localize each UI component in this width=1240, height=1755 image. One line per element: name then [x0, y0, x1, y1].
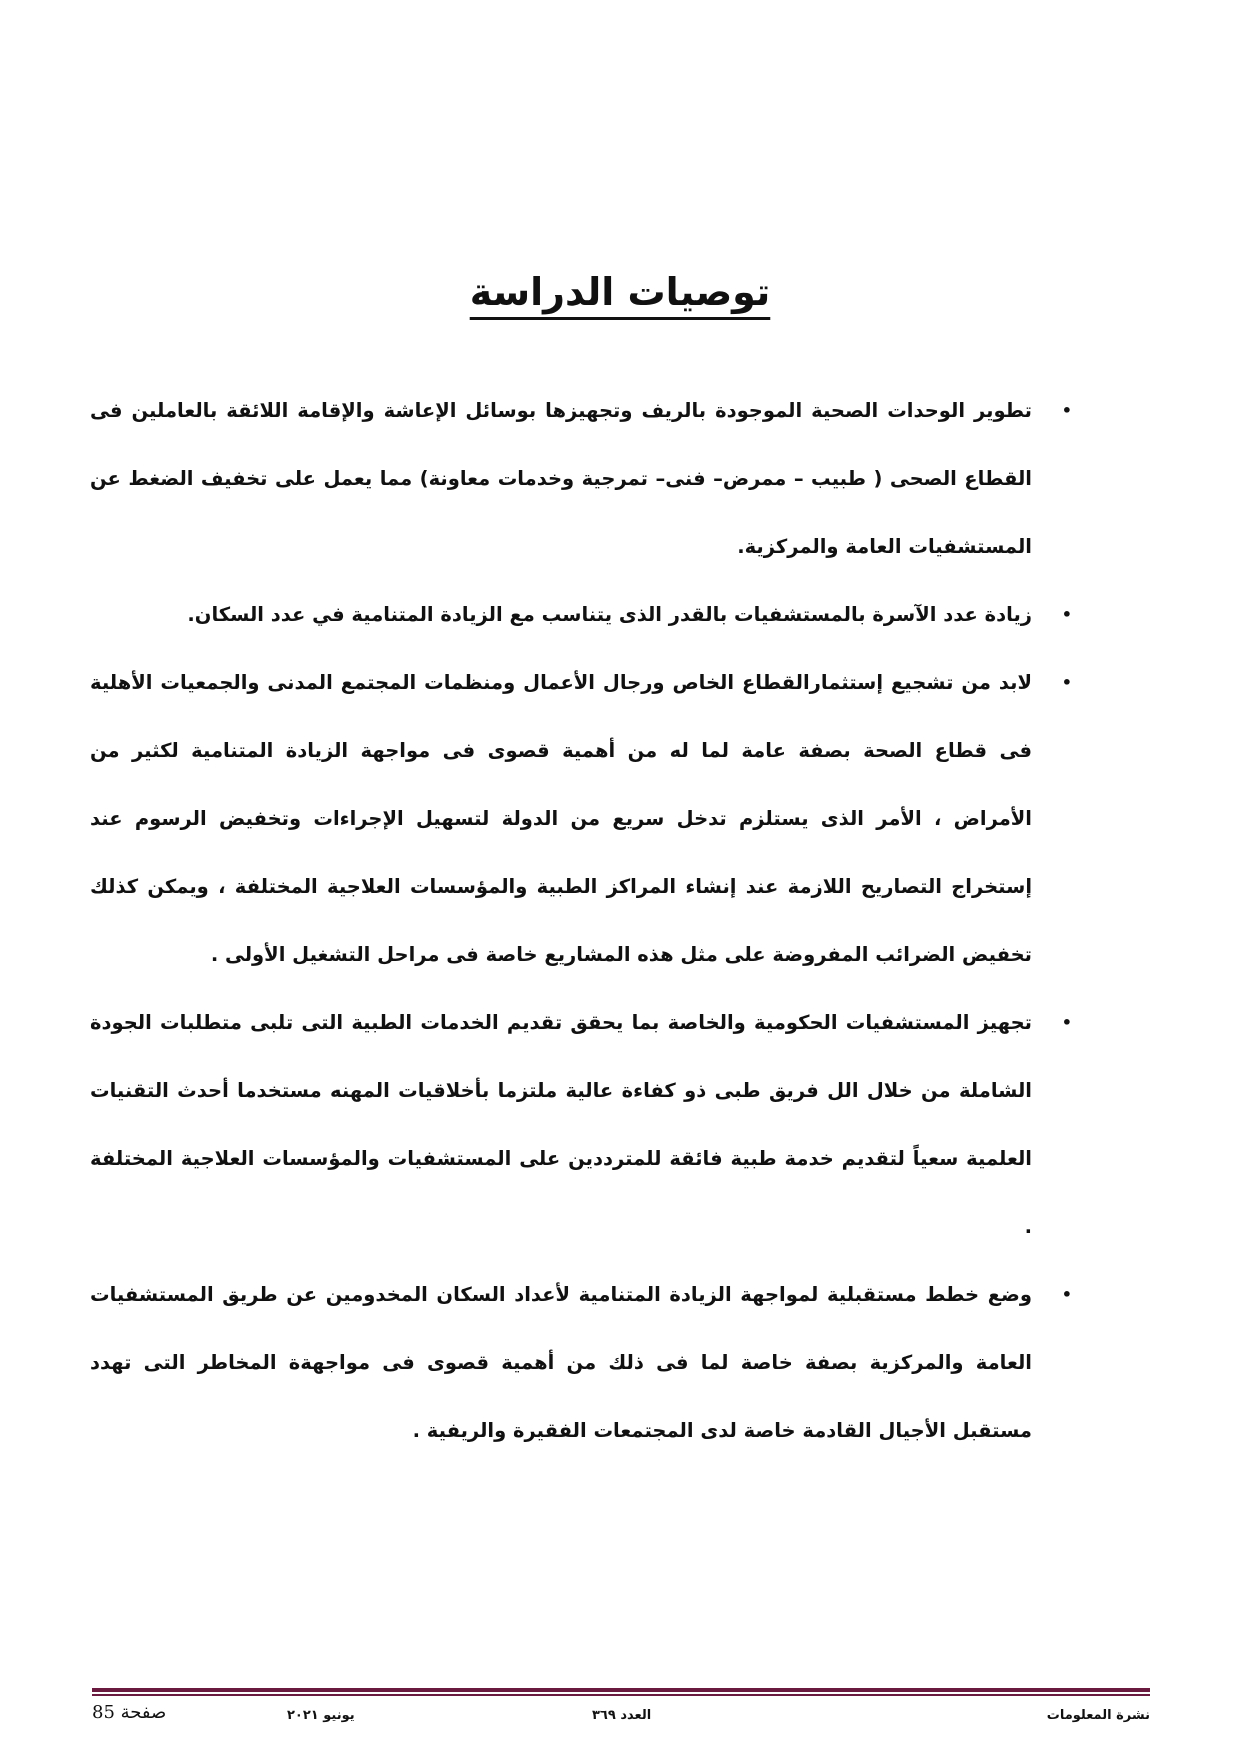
recommendation-item: [90, 1261, 1090, 1465]
recommendation-text: لابد من تشجيع إستثمارالقطاع الخاص ورجال الأعمال ومنظمات المجتمع المدنى والجمعيات الأهلية فى قطاع الصحة بصفة عامة لما له من أهمية قصوى فى مواجهة الزيادة المتنامية لكثير من الأمراض ، الأمر الذى يستلزم تدخل سريع من الدولة لتسهيل الإجراءات وتخفيض الرسوم عند إستخراج التصاريح اللازمة عند إنشاء المراكز الطبية والمؤسسات العلاجية المختلفة ، ويمكن كذلك تخفيض الضرائب المفروضة على مثل هذه المشاريع خاصة فى مراحل التشغيل الأولى .: [90, 671, 1032, 966]
footer-issue: العدد ٣٦٩: [592, 1708, 652, 1723]
bullet-icon: •: [1061, 1285, 1072, 1304]
page-title: [0, 270, 1240, 314]
recommendation-text: تجهيز المستشفيات الحكومية والخاصة بما يحقق تقديم الخدمات الطبية التى تلبى متطلبات الجودة الشاملة من خلال الل فريق طبى ذو كفاءة عالية ملتزما بأخلاقيات المهنه مستخدما أحدث التقنيات العلمية سعياً لتقديم خدمة طبية فائقة للمترددين على المستشفيات والمؤسسات العلاجية المختلفة .: [90, 1011, 1032, 1238]
bullet-icon: •: [1061, 1013, 1072, 1032]
recommendations-list: [90, 377, 1090, 1465]
bullet-icon: •: [1061, 673, 1072, 692]
footer-date: يونيو ٢٠٢١: [287, 1708, 355, 1723]
recommendation-item: [90, 649, 1090, 989]
recommendation-item: [90, 989, 1090, 1261]
recommendation-text: تطوير الوحدات الصحية الموجودة بالريف وتجهيزها بوسائل الإعاشة والإقامة اللائقة بالعاملين فى القطاع الصحى ( طبيب – ممرض– فنى– تمرجية وخدمات معاونة) مما يعمل على تخفيف الضغط عن المستشفيات العامة والمركزية.: [90, 399, 1032, 558]
recommendation-text: زيادة عدد الآسرة بالمستشفيات بالقدر الذى يتناسب مع الزيادة المتنامية في عدد السكان.: [187, 603, 1032, 626]
footer-divider-thick: [92, 1688, 1150, 1692]
page-title-text: توصيات الدراسة: [469, 270, 771, 314]
recommendation-text: وضع خطط مستقبلية لمواجهة الزيادة المتنامية لأعداد السكان المخدومين عن طريق المستشفيات العامة والمركزية بصفة خاصة لما فى ذلك من أهمية قصوى فى مواجهةة المخاطر التى تهدد مستقبل الأجيال القادمة خاصة لدى المجتمعات الفقيرة والريفية .: [90, 1283, 1032, 1442]
recommendation-item: [90, 377, 1090, 581]
bullet-icon: •: [1061, 401, 1072, 420]
footer-page-number: صفحة 85: [92, 1702, 167, 1723]
page-footer: [92, 1702, 1150, 1732]
footer-publication: نشرة المعلومات: [1046, 1708, 1150, 1723]
bullet-icon: •: [1061, 605, 1072, 624]
recommendation-item: [90, 581, 1090, 649]
footer-divider-thin: [92, 1694, 1150, 1696]
